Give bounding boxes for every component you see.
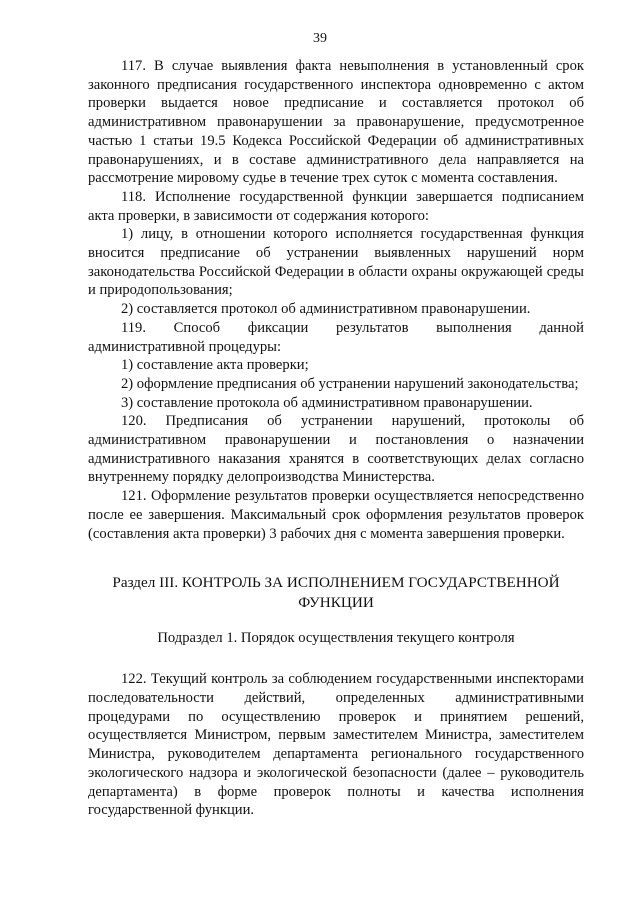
subsection-heading: Подраздел 1. Порядок осуществления текущего контроля <box>157 630 515 647</box>
document-body <box>88 57 584 820</box>
paragraph-118-item-2: 2) составляется протокол об административном правонарушении. <box>121 301 531 318</box>
page-number: 39 <box>313 31 327 46</box>
paragraph-119-item-1: 1) составление акта проверки; <box>121 357 309 374</box>
section-heading: Раздел III. КОНТРОЛЬ ЗА ИСПОЛНЕНИЕМ ГОСУДАРСТВЕННОЙ ФУНКЦИИ <box>112 574 560 612</box>
paragraph-118: 118. Исполнение государственной функции завершается подписанием акта проверки, в зависимости от содержания которого: <box>88 188 584 224</box>
paragraph-120: 120. Предписания об устранении нарушений, протоколы об административном правонарушении и постановления о назначении административного наказания хранятся в соответствующих делах согласно внутреннему порядку делопроизводства Министерства. <box>88 413 584 486</box>
paragraph-121: 121. Оформление результатов проверки осуществляется непосредственно после ее завершения. Максимальный срок оформления результатов проверок (составления акта проверки) 3 рабочих дня с момента завершения проверки. <box>88 488 584 542</box>
paragraph-119-item-3: 3) составление протокола об административном правонарушении. <box>121 394 533 411</box>
paragraph-119: 119. Способ фиксации результатов выполнения данной административной процедуры: <box>88 319 584 355</box>
paragraph-117: 117. В случае выявления факта невыполнения в установленный срок законного предписания государственного инспектора одновременно с актом проверки выдается новое предписание и составляется протокол об административном правонарушении за правонарушение, предусмотренное частью 1 статьи 19.5 Кодекса Российской Федерации об административных правонарушениях, и в составе административного дела направляется на рассмотрение мировому судье в течение трех суток с момента составления. <box>88 58 584 187</box>
paragraph-122: 122. Текущий контроль за соблюдением государственными инспекторами последовательности действий, определенных административными процедурами по осуществлению проверок и принятием решений, осуществляется Министром, первым заместителем Министра, заместителем Министра, руководителем департамента регионального государственного экологического надзора и экологической безопасности (далее – руководитель департамента) в форме проверок полноты и качества исполнения государственной функции. <box>88 671 584 819</box>
paragraph-119-item-2: 2) оформление предписания об устранении нарушений законодательства; <box>121 375 579 392</box>
paragraph-118-item-1: 1) лицу, в отношении которого исполняется государственная функция вносится предписание об устранении выявленных нарушений норм законодательства Российской Федерации в области охраны окружающей среды и природопользования; <box>88 226 584 299</box>
